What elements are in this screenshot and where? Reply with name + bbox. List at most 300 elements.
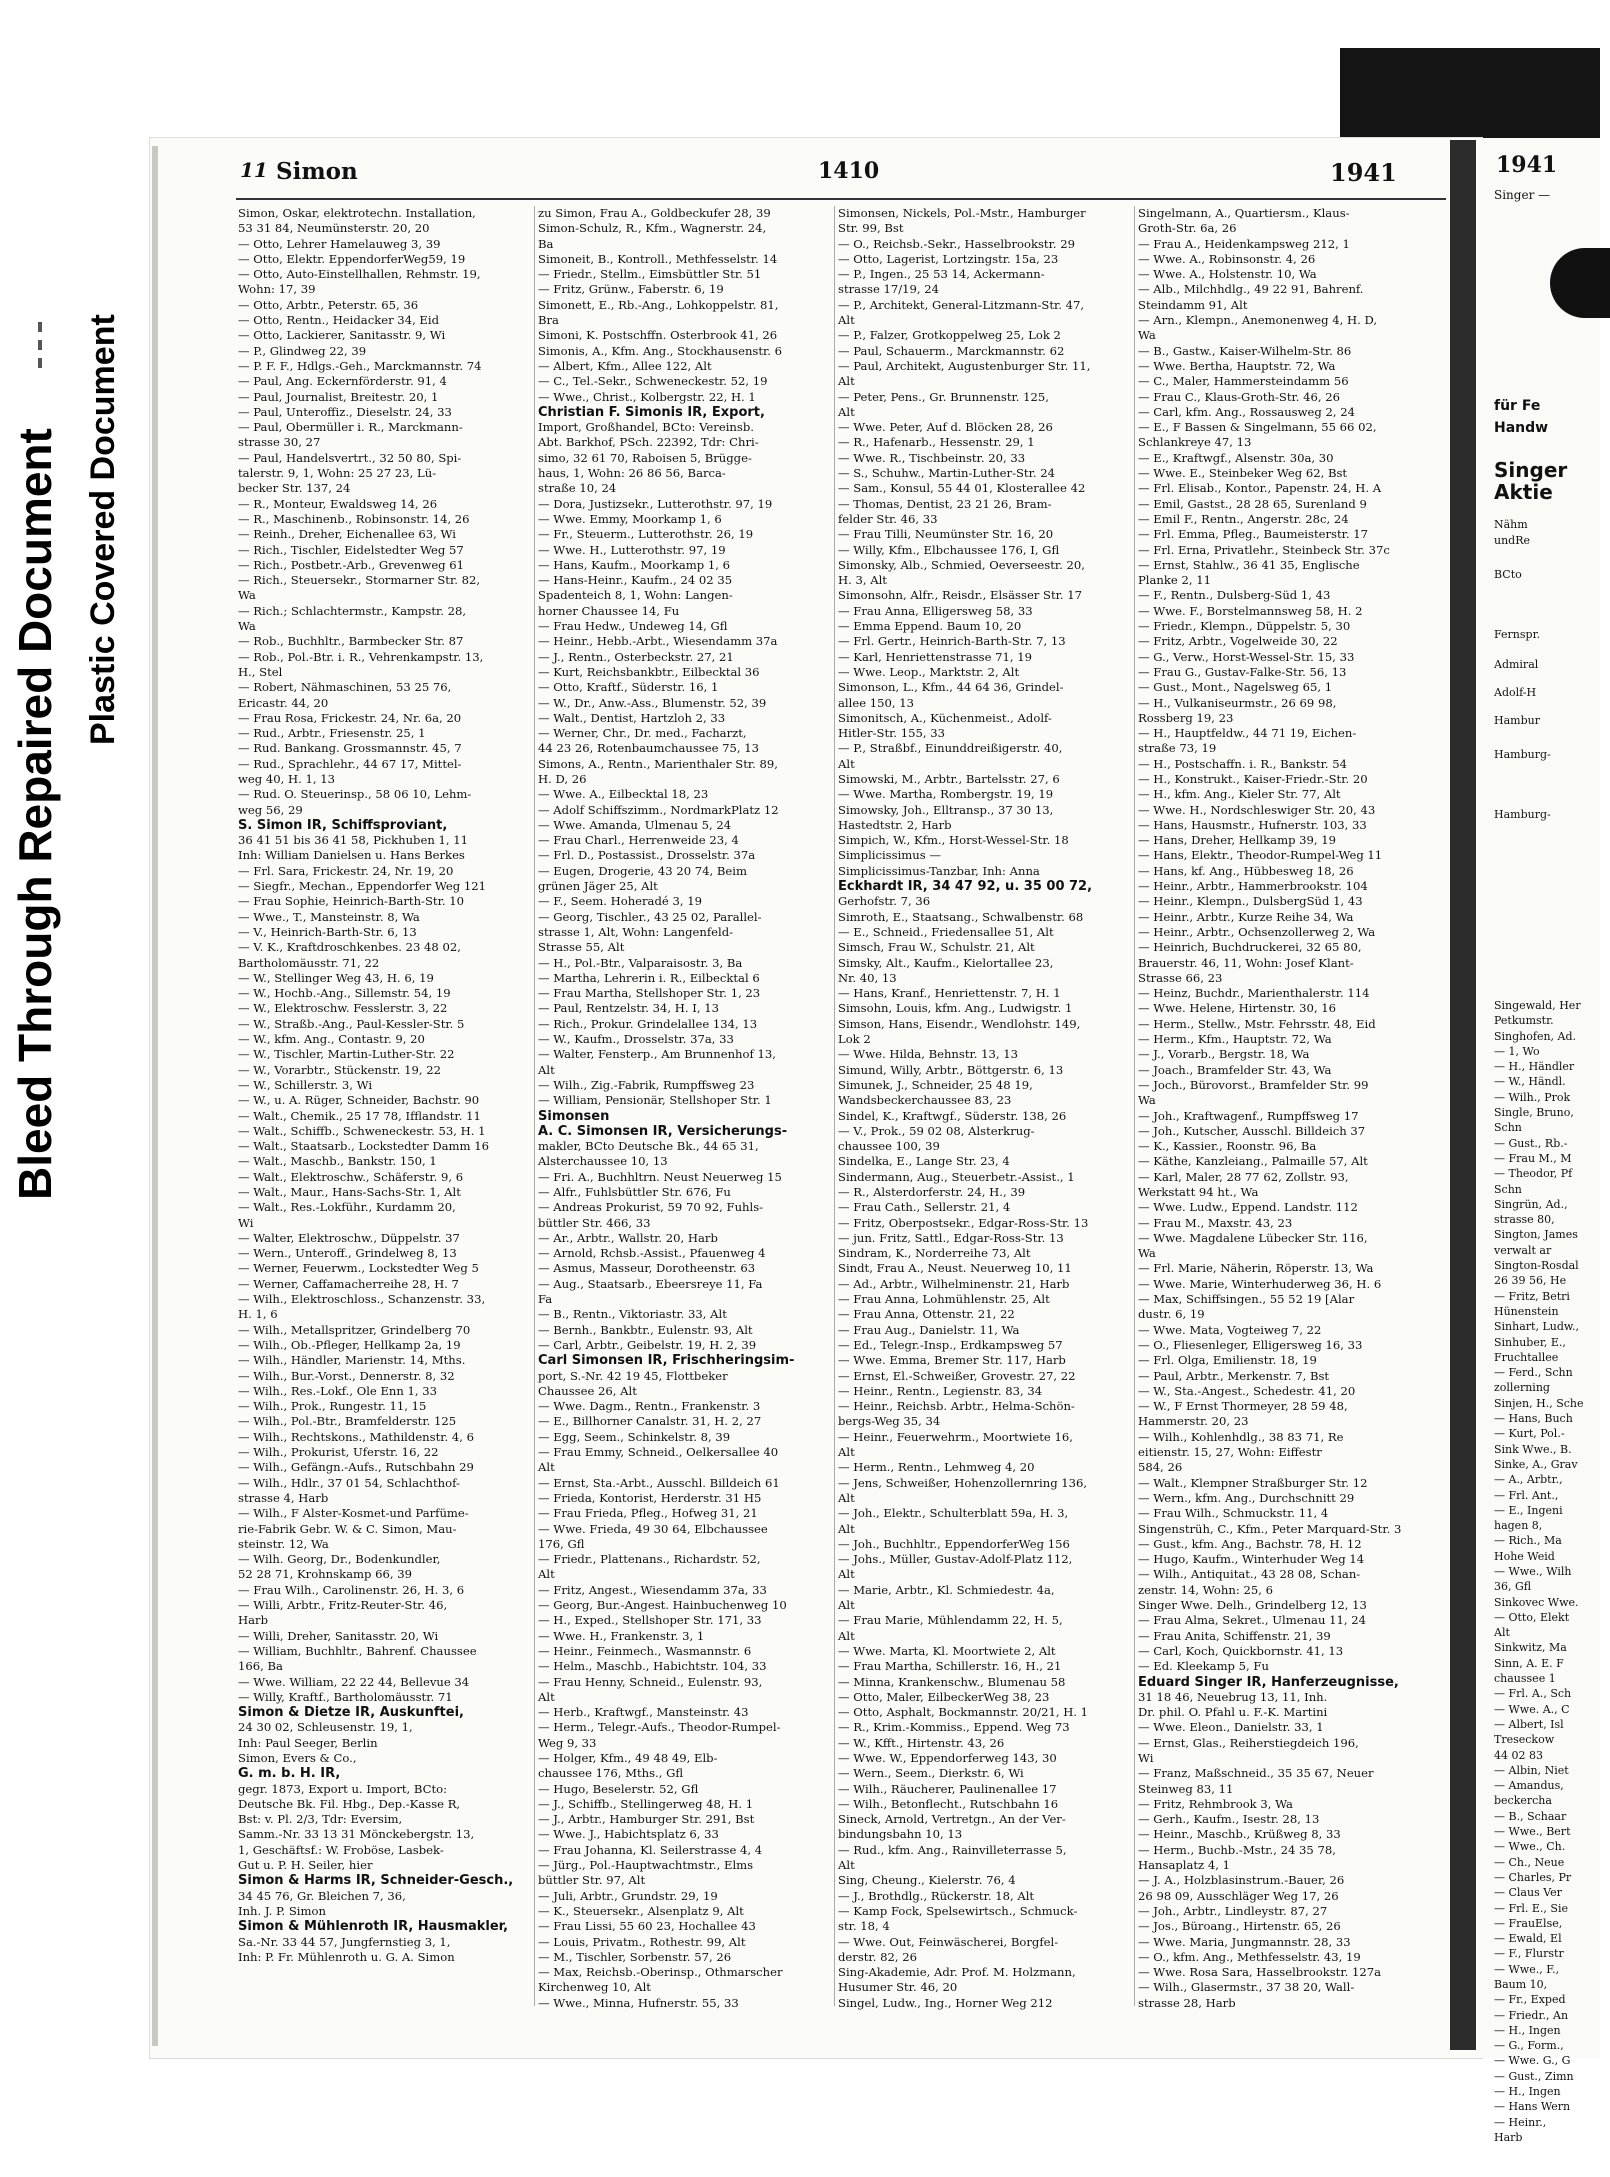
directory-entry: — Frau G., Gustav-Falke-Str. 56, 13 — [1138, 664, 1347, 679]
directory-entry: — Walt., Chemik., 25 17 78, Ifflandstr. 11 — [238, 1108, 481, 1123]
facing-entry: — Gust., Rb.- — [1494, 1136, 1568, 1150]
directory-entry: Alt — [838, 1628, 855, 1643]
directory-entry: Simon & Dietze IR, Auskunftei, — [238, 1705, 464, 1721]
page-header — [240, 158, 1440, 198]
directory-entry: 26 98 09, Ausschläger Weg 17, 26 — [1138, 1888, 1339, 1903]
edge-mark — [38, 322, 42, 332]
ad-text: undRe — [1494, 534, 1531, 547]
directory-entry: — Rob., Buchhltr., Barmbecker Str. 87 — [238, 634, 464, 649]
directory-entry: — jun. Fritz, Sattl., Edgar-Ross-Str. 13 — [838, 1230, 1064, 1245]
directory-entry: — Herm., Stellw., Mstr. Fehrsstr. 48, Eid — [1138, 1016, 1376, 1031]
directory-entry: Alt — [538, 1460, 555, 1475]
directory-entry: 44 23 26, Rotenbaumchaussee 75, 13 — [538, 741, 760, 756]
directory-entry: Gut u. P. H. Seiler, hier — [238, 1858, 373, 1873]
directory-entry: Strasse 55, Alt — [538, 940, 625, 955]
directory-entry: Sa.-Nr. 33 44 57, Jungfernstieg 3, 1, — [238, 1934, 451, 1949]
directory-entry: — Fri. A., Buchhltrn. Neust Neuerweg 15 — [538, 1169, 782, 1184]
header-page-number: 1410 — [818, 158, 880, 184]
directory-entry: — Walt., Schiffb., Schweneckestr. 53, H. 1 — [238, 1123, 486, 1138]
directory-entry: H., Stel — [238, 664, 283, 679]
facing-entry: — 1, Wo — [1494, 1044, 1540, 1058]
facing-entry: Sington, James — [1494, 1228, 1578, 1242]
directory-entry: — Walt., Klempner Straßburger Str. 12 — [1138, 1475, 1368, 1490]
directory-entry: — S., Schuhw., Martin-Luther-Str. 24 — [838, 466, 1055, 481]
directory-entry: — E., Kraftwgf., Alsenstr. 30a, 30 — [1138, 450, 1334, 465]
directory-entry: — Werner, Chr., Dr. med., Facharzt, — [538, 726, 747, 741]
directory-entry: — H., Postschaffn. i. R., Bankstr. 54 — [1138, 756, 1348, 771]
directory-entry: — Wwe. A., Eilbecktal 18, 23 — [538, 787, 709, 802]
directory-entry: haus, 1, Wohn: 26 86 56, Barca- — [538, 466, 726, 481]
directory-entry: — Wwe., T., Mansteinstr. 8, Wa — [238, 909, 420, 924]
directory-entry: — Wwe. Martha, Rombergstr. 19, 19 — [838, 787, 1054, 802]
facing-entry: — FrauElse, — [1494, 1916, 1563, 1930]
facing-entry: Fruchtallee — [1494, 1350, 1559, 1364]
directory-entry: Wa — [1138, 1093, 1156, 1108]
directory-entry: — M., Tischler, Sorbenstr. 57, 26 — [538, 1949, 732, 1964]
directory-entry: — E., Schneid., Friedensallee 51, Alt — [838, 924, 1054, 939]
directory-entry: — Carl, Arbtr., Geibelstr. 19, H. 2, 39 — [538, 1337, 757, 1352]
directory-entry: — Paul, Obermüller i. R., Marckmann- — [238, 420, 463, 435]
directory-entry: — Wilh., Res.-Lokf., Ole Enn 1, 33 — [238, 1383, 438, 1398]
directory-entry: — Paul, Journalist, Breitestr. 20, 1 — [238, 389, 439, 404]
directory-entry: Sing-Akademie, Adr. Prof. M. Holzmann, — [838, 1965, 1076, 1980]
directory-entry: — Frau Anna, Lohmühlenstr. 25, Alt — [838, 1292, 1050, 1307]
facing-entry: Schn — [1494, 1121, 1522, 1135]
directory-entry: — Wilh., Händler, Marienstr. 14, Mths. — [238, 1353, 466, 1368]
directory-entry: Fa — [538, 1292, 553, 1307]
directory-entry: Import, Großhandel, BCto: Vereinsb. — [538, 420, 754, 435]
directory-entry: — Friedr., Stellm., Eimsbüttler Str. 51 — [538, 267, 762, 282]
directory-entry: — Arnold, Rchsb.-Assist., Pfauenweg 4 — [538, 1246, 766, 1261]
directory-entry: Alt — [838, 1567, 855, 1582]
directory-entry: — Wilh. Georg, Dr., Bodenkundler, — [238, 1552, 441, 1567]
facing-page — [1480, 138, 1600, 2144]
directory-entry: — W., Elektroschw. Fesslerstr. 3, 22 — [238, 1001, 448, 1016]
facing-entry: chaussee 1 — [1494, 1672, 1556, 1686]
directory-entry: — Heinrich, Buchdruckerei, 32 65 80, — [1138, 940, 1362, 955]
ad-text: Aktie — [1494, 480, 1553, 504]
facing-entry: Sinkovec Wwe. — [1494, 1595, 1579, 1609]
directory-entry: — Hans-Heinr., Kaufm., 24 02 35 — [538, 573, 733, 588]
directory-entry: — Wilh., Prok., Rungestr. 11, 15 — [238, 1399, 427, 1414]
directory-entry: — Wern., kfm. Ang., Durchschnitt 29 — [1138, 1490, 1355, 1505]
directory-entry: — Wilh., Kohlenhdlg., 38 83 71, Re — [1138, 1429, 1344, 1444]
directory-entry: derstr. 82, 26 — [838, 1949, 917, 1964]
facing-entry: — Kurt, Pol.- — [1494, 1427, 1565, 1441]
directory-entry: — Carl, Koch, Quickbornstr. 41, 13 — [1138, 1643, 1344, 1658]
directory-entry: — Willi, Arbtr., Fritz-Reuter-Str. 46, — [238, 1598, 448, 1613]
facing-entry: — E., Ingeni — [1494, 1503, 1563, 1517]
bleed-through-label: Bleed Through Repaired Document — [9, 428, 61, 1200]
directory-entry: simo, 32 61 70, Raboisen 5, Brügge- — [538, 450, 752, 465]
directory-entry: — Wilh., Räucherer, Paulinenallee 17 — [838, 1781, 1057, 1796]
directory-entry: — Frl. Gertr., Heinrich-Barth-Str. 7, 13 — [838, 634, 1066, 649]
directory-entry: — Holger, Kfm., 49 48 49, Elb- — [538, 1750, 718, 1765]
directory-entry: Simons, A., Rentn., Marienthaler Str. 89, — [538, 756, 778, 771]
facing-entry: — Albin, Niet — [1494, 1763, 1569, 1777]
directory-entry: — Bernh., Bankbtr., Eulenstr. 93, Alt — [538, 1322, 753, 1337]
directory-entry: — Siegfr., Mechan., Eppendorfer Weg 121 — [238, 879, 486, 894]
directory-entry: — O., Reichsb.-Sekr., Hasselbrookstr. 29 — [838, 236, 1075, 251]
directory-entry: Simonis, A., Kfm. Ang., Stockhausenstr. 6 — [538, 343, 783, 358]
directory-entry: — W., Straßb.-Ang., Paul-Kessler-Str. 5 — [238, 1016, 465, 1031]
directory-entry: weg 40, H. 1, 13 — [238, 771, 335, 786]
directory-entry: — R., Hafenarb., Hessenstr. 29, 1 — [838, 435, 1035, 450]
directory-entry: — W., u. A. Rüger, Schneider, Bachstr. 90 — [238, 1093, 480, 1108]
directory-entry: — Gerh., Kaufm., Isestr. 28, 13 — [1138, 1812, 1320, 1827]
directory-entry: — Frau Sophie, Heinrich-Barth-Str. 10 — [238, 894, 464, 909]
directory-entry: Alt — [838, 313, 855, 328]
directory-entry: — Louis, Privatm., Rothestr. 99, Alt — [538, 1934, 746, 1949]
directory-entry: — Paul, Ang. Eckernförderstr. 91, 4 — [238, 374, 447, 389]
directory-entry: H. 3, Alt — [838, 573, 887, 588]
directory-entry: — Karl, Henriettenstrasse 71, 19 — [838, 649, 1033, 664]
directory-entry: Bst: v. Pl. 2/3, Tdr: Eversim, — [238, 1812, 403, 1827]
column-3 — [838, 206, 1128, 2056]
directory-entry: — Wwe. J., Habichtsplatz 6, 33 — [538, 1827, 719, 1842]
facing-entry: 26 39 56, He — [1494, 1274, 1567, 1288]
directory-entry: — J., Brothdlg., Rückerstr. 18, Alt — [838, 1888, 1035, 1903]
directory-entry: 24 30 02, Schleusenstr. 19, 1, — [238, 1720, 413, 1735]
directory-entry: — Fritz, Oberpostsekr., Edgar-Ross-Str. 13 — [838, 1215, 1089, 1230]
directory-entry: strasse 30, 27 — [238, 435, 321, 450]
directory-entry: — W., kfm. Ang., Contastr. 9, 20 — [238, 1032, 425, 1047]
directory-entry: — J. A., Holzblasinstrum.-Bauer, 26 — [1138, 1873, 1345, 1888]
directory-entry: Simon & Mühlenroth IR, Hausmakler, — [238, 1919, 509, 1935]
directory-entry: Lok 2 — [838, 1032, 871, 1047]
directory-entry: Alt — [838, 1490, 855, 1505]
directory-entry: Brauerstr. 46, 11, Wohn: Josef Klant- — [1138, 955, 1354, 970]
facing-entry: — H., Ingen — [1494, 2085, 1561, 2099]
directory-entry: — W., Kaufm., Drosselstr. 37a, 33 — [538, 1032, 734, 1047]
directory-entry: Bra — [538, 313, 559, 328]
directory-entry: — Paul, Schauerm., Marckmannstr. 62 — [838, 343, 1065, 358]
facing-entry: Sinn, A. E. F — [1494, 1656, 1564, 1670]
directory-entry: Wandsbeckerchaussee 83, 23 — [838, 1093, 1012, 1108]
directory-entry: Planke 2, 11 — [1138, 573, 1211, 588]
facing-entry: Singrün, Ad., — [1494, 1197, 1568, 1211]
directory-entry: 176, Gfl — [538, 1536, 585, 1551]
directory-entry: Simon, Evers & Co., — [238, 1750, 357, 1765]
directory-entry: — Wilh., Rechtskons., Mathildenstr. 4, 6 — [238, 1429, 475, 1444]
directory-entry: — Rud., kfm. Ang., Rainvilleterrasse 5, — [838, 1842, 1067, 1857]
directory-entry: — P. F. F., Hdlgs.-Geh., Marckmannstr. 74 — [238, 358, 482, 373]
directory-entry: — Frl. Erna, Privatlehr., Steinbeck Str. 37c — [1138, 542, 1390, 557]
directory-entry: — W., Sta.-Angest., Schedestr. 41, 20 — [1138, 1383, 1356, 1398]
facing-entry: — Amandus, — [1494, 1779, 1564, 1793]
directory-entry: — Frau Lissi, 55 60 23, Hochallee 43 — [538, 1919, 756, 1934]
directory-entry: Wa — [238, 588, 256, 603]
directory-entry: — Hans, Kaufm., Moorkamp 1, 6 — [538, 557, 731, 572]
directory-entry: — Wwe. Helene, Hirtenstr. 30, 16 — [1138, 1001, 1337, 1016]
facing-page-running-name: Singer — — [1494, 188, 1551, 202]
facing-entry: Treseckow — [1494, 1733, 1555, 1747]
directory-entry: — William, Buchhltr., Bahrenf. Chaussee — [238, 1643, 477, 1658]
directory-entry: Simoni, K. Postschffn. Osterbrook 41, 26 — [538, 328, 778, 343]
directory-entry: — Frau Rosa, Frickestr. 24, Nr. 6a, 20 — [238, 710, 462, 725]
directory-entry: — Herm., Telegr.-Aufs., Theodor-Rumpel- — [538, 1720, 781, 1735]
directory-entry: — Joch., Bürovorst., Bramfelder Str. 99 — [1138, 1077, 1369, 1092]
facing-entry: Hohe Weid — [1494, 1549, 1555, 1563]
facing-entry: — Wwe. G., G — [1494, 2054, 1571, 2068]
directory-entry: — Egg, Seem., Schinkelstr. 8, 39 — [538, 1429, 731, 1444]
directory-entry: — Willy, Kraftf., Bartholomäusstr. 71 — [238, 1689, 453, 1704]
directory-entry: Simon, Oskar, elektrotechn. Installation, — [238, 206, 476, 220]
directory-entry: — Walt., Res.-Lokführ., Kurdamm 20, — [238, 1200, 456, 1215]
directory-entry: — Heinr., Feinmech., Wasmannstr. 6 — [538, 1643, 752, 1658]
directory-entry: — Heinr., Arbtr., Kurze Reihe 34, Wa — [1138, 909, 1354, 924]
directory-entry: H. D, 26 — [538, 771, 587, 786]
directory-entry: dustr. 6, 19 — [1138, 1307, 1205, 1322]
directory-entry: — J., Rentn., Osterbeckstr. 27, 21 — [538, 649, 734, 664]
directory-entry: — P., Ingen., 25 53 14, Ackermann- — [838, 267, 1045, 282]
directory-entry: — Rich., Steuersekr., Stormarner Str. 82, — [238, 573, 481, 588]
facing-entry: — B., Schaar — [1494, 1809, 1567, 1823]
directory-entry: strasse 17/19, 24 — [838, 282, 940, 297]
column-2 — [538, 206, 828, 2056]
directory-entry: — Reinh., Dreher, Eichenallee 63, Wi — [238, 527, 456, 542]
directory-entry: — W., Hochb.-Ang., Sillemstr. 54, 19 — [238, 986, 451, 1001]
directory-entry: — Frl. D., Postassist., Drosselstr. 37a — [538, 848, 756, 863]
column-separator — [1134, 206, 1135, 2006]
directory-entry: — Frau Henny, Schneid., Eulenstr. 93, — [538, 1674, 763, 1689]
facing-entry: — H., Händler — [1494, 1060, 1575, 1074]
directory-entry: — Wwe. A., Holstenstr. 10, Wa — [1138, 267, 1317, 282]
directory-entry: — Wwe. W., Eppendorferweg 143, 30 — [838, 1750, 1057, 1765]
directory-entry: — E., F Bassen & Singelmann, 55 66 02, — [1138, 420, 1377, 435]
directory-entry: Simonson, L., Kfm., 44 64 36, Grindel- — [838, 680, 1064, 695]
directory-entry: Sineck, Arnold, Vertretgn., An der Ver- — [838, 1812, 1066, 1827]
directory-entry: Singer Wwe. Delh., Grindelberg 12, 13 — [1138, 1598, 1367, 1613]
directory-entry: — Fritz, Grünw., Faberstr. 6, 19 — [538, 282, 724, 297]
directory-entry: — Frl. Elisab., Kontor., Papenstr. 24, H. A — [1138, 481, 1382, 496]
directory-entry: — Friedr., Plattenans., Richardstr. 52, — [538, 1552, 761, 1567]
facing-entry: Sinke, A., Grav — [1494, 1457, 1578, 1471]
directory-entry: — Max, Reichsb.-Oberinsp., Othmarscher — [538, 1965, 783, 1980]
directory-entry: Sindt, Frau A., Neust. Neuerweg 10, 11 — [838, 1261, 1072, 1276]
directory-entry: — Joh., Arbtr., Lindleystr. 87, 27 — [1138, 1903, 1328, 1918]
directory-entry: — Wwe. William, 22 22 44, Bellevue 34 — [238, 1674, 470, 1689]
directory-entry: Hastedtstr. 2, Harb — [838, 817, 952, 832]
directory-entry: — O., kfm. Ang., Methfesselstr. 43, 19 — [1138, 1949, 1361, 1964]
directory-entry: — Frau Johanna, Kl. Seilerstrasse 4, 4 — [538, 1842, 763, 1857]
facing-entry: — Rich., Ma — [1494, 1534, 1562, 1548]
directory-entry: 52 28 71, Krohnskamp 66, 39 — [238, 1567, 412, 1582]
facing-entry: Sinjen, H., Sche — [1494, 1396, 1584, 1410]
directory-entry: Singel, Ludw., Ing., Horner Weg 212 — [838, 1995, 1053, 2010]
directory-entry: — Johs., Müller, Gustav-Adolf-Platz 112, — [838, 1552, 1073, 1567]
directory-entry: — Juli, Arbtr., Grundstr. 29, 19 — [538, 1888, 718, 1903]
directory-entry: — Rud., Sprachlehr., 44 67 17, Mittel- — [238, 756, 462, 771]
directory-entry: Simplicissimus-Tanzbar, Inh: Anna — [838, 863, 1040, 878]
facing-entry: — Wilh., Prok — [1494, 1090, 1571, 1104]
directory-entry: — Werner, Caffamacherreihe 28, H. 7 — [238, 1276, 459, 1291]
directory-entry: Simpich, W., Kfm., Horst-Wessel-Str. 18 — [838, 833, 1069, 848]
directory-entry: — Otto, Asphalt, Bockmannstr. 20/21, H. 1 — [838, 1705, 1089, 1720]
directory-entry: — Martha, Lehrerin i. R., Eilbecktal 6 — [538, 970, 760, 985]
directory-entry: — Frau Tilli, Neumünster Str. 16, 20 — [838, 527, 1054, 542]
directory-entry: S. Simon IR, Schiffsproviant, — [238, 817, 448, 833]
directory-entry: — Hugo, Beselerstr. 52, Gfl — [538, 1781, 699, 1796]
directory-entry: — Joh., Buchhltr., EppendorferWeg 156 — [838, 1536, 1070, 1551]
directory-entry: — Carl, kfm. Ang., Rossausweg 2, 24 — [1138, 404, 1356, 419]
directory-entry: Wi — [238, 1215, 254, 1230]
directory-entry: — Max, Schiffsingen., 55 52 19 [Alar — [1138, 1292, 1355, 1307]
directory-entry: Schlankreye 47, 13 — [1138, 435, 1252, 450]
directory-entry: — Wwe., Christ., Kolbergstr. 22, H. 1 — [538, 389, 756, 404]
directory-entry: Sindermann, Aug., Steuerbetr.-Assist., 1 — [838, 1169, 1075, 1184]
directory-entry: — Walt., Maschb., Bankstr. 150, 1 — [238, 1154, 437, 1169]
directory-entry: Alt — [838, 404, 855, 419]
directory-entry: Simonsen — [538, 1108, 610, 1124]
facing-entry: — Wwe., Bert — [1494, 1825, 1571, 1839]
directory-entry: — B., Gastw., Kaiser-Wilhelm-Str. 86 — [1138, 343, 1352, 358]
directory-entry: — Frieda, Kontorist, Herderstr. 31 H5 — [538, 1490, 762, 1505]
directory-entry: — W., F Ernst Thormeyer, 28 59 48, — [1138, 1399, 1348, 1414]
directory-entry: Sindelka, E., Lange Str. 23, 4 — [838, 1154, 1010, 1169]
directory-entry: — Wwe. F., Borstelmannsweg 58, H. 2 — [1138, 603, 1363, 618]
directory-entry: — Frl. Sara, Frickestr. 24, Nr. 19, 20 — [238, 863, 454, 878]
column-4 — [1138, 206, 1428, 2056]
directory-entry: — Joach., Bramfelder Str. 43, Wa — [1138, 1062, 1332, 1077]
directory-entry: — Thomas, Dentist, 23 21 26, Bram- — [838, 496, 1052, 511]
directory-entry: — Wilh., Antiquitat., 43 28 08, Schan- — [1138, 1567, 1361, 1582]
edge-mark — [38, 358, 42, 368]
directory-entry: — Paul, Handelsvertrt., 32 50 80, Spi- — [238, 450, 462, 465]
directory-entry: — Georg, Bur.-Angest. Hainbuchenweg 10 — [538, 1598, 787, 1613]
column-separator — [534, 206, 535, 2006]
directory-entry: zenstr. 14, Wohn: 25, 6 — [1138, 1582, 1273, 1597]
column-1 — [238, 206, 528, 2056]
directory-entry: bergs-Weg 35, 34 — [838, 1414, 941, 1429]
directory-entry: makler, BCto Deutsche Bk., 44 65 31, — [538, 1139, 759, 1154]
directory-entry: — Wwe. Mata, Vogteiweg 7, 22 — [1138, 1322, 1322, 1337]
directory-entry: — Wwe. A., Robinsonstr. 4, 26 — [1138, 251, 1316, 266]
directory-entry: — Walt., Maur., Hans-Sachs-Str. 1, Alt — [238, 1185, 461, 1199]
directory-entry: allee 150, 13 — [838, 695, 914, 710]
directory-entry: — Wilh., Bur.-Vorst., Dennerstr. 8, 32 — [238, 1368, 455, 1383]
directory-entry: — Wwe. Ludw., Eppend. Landstr. 112 — [1138, 1200, 1358, 1215]
directory-entry: — H., Vulkaniseurmstr., 26 69 98, — [1138, 695, 1337, 710]
directory-entry: chaussee 100, 39 — [838, 1139, 940, 1154]
directory-entry: — Asmus, Masseur, Dorotheenstr. 63 — [538, 1261, 756, 1276]
facing-entry: — H., Ingen — [1494, 2023, 1561, 2037]
directory-entry: — V., Prok., 59 02 08, Alsterkrug- — [838, 1123, 1035, 1138]
directory-entry: Rossberg 19, 23 — [1138, 710, 1234, 725]
directory-entry: Christian F. Simonis IR, Export, — [538, 404, 765, 420]
directory-entry: Simsohn, Louis, kfm. Ang., Ludwigstr. 1 — [838, 1001, 1073, 1016]
facing-entry: — Frau M., M — [1494, 1151, 1572, 1165]
directory-entry: 584, 26 — [1138, 1460, 1183, 1475]
facing-entry: Alt — [1494, 1626, 1510, 1640]
facing-entry: Harb — [1494, 2130, 1523, 2144]
directory-entry: — Fritz, Rehmbrook 3, Wa — [1138, 1796, 1293, 1811]
directory-entry: Simonitsch, A., Küchenmeist., Adolf- — [838, 710, 1052, 725]
singer-advertisement — [1494, 208, 1600, 988]
facing-entry: 36, Gfl — [1494, 1580, 1532, 1594]
directory-entry: — Wilh., Elektroschloss., Schanzenstr. 33, — [238, 1292, 486, 1307]
ad-text: BCto — [1494, 568, 1522, 581]
directory-entry: — Wwe. Emma, Bremer Str. 117, Harb — [838, 1353, 1066, 1368]
directory-entry: Steindamm 91, Alt — [1138, 297, 1248, 312]
directory-entry: — Peter, Pens., Gr. Brunnenstr. 125, — [838, 389, 1049, 404]
directory-entry: — Rob., Pol.-Btr. i. R., Vehrenkampstr. 13, — [238, 649, 484, 664]
directory-entry: — Frau Wilh., Carolinenstr. 26, H. 3, 6 — [238, 1582, 465, 1597]
directory-entry: Alsterchaussee 10, 13 — [538, 1154, 668, 1169]
directory-entry: Sing, Cheung., Kielerstr. 76, 4 — [838, 1873, 1016, 1888]
directory-entry: — Walt., Elektroschw., Schäferstr. 9, 6 — [238, 1169, 464, 1184]
directory-entry: — Frau Marie, Mühlendamm 22, H. 5, — [838, 1613, 1063, 1628]
directory-entry: — B., Rentn., Viktoriastr. 33, Alt — [538, 1307, 727, 1322]
directory-entry: — Werner, Feuerwm., Lockstedter Weg 5 — [238, 1261, 479, 1276]
directory-entry: — Wwe. Marie, Winterhuderweg 36, H. 6 — [1138, 1276, 1382, 1291]
directory-entry: Simplicissimus — — [838, 848, 941, 863]
directory-entry: — Ernst, Sta.-Arbt., Ausschl. Billdeich 61 — [538, 1475, 780, 1490]
directory-entry: bindungsbahn 10, 13 — [838, 1827, 963, 1842]
directory-entry: — W., Kfft., Hirtenstr. 43, 26 — [838, 1735, 1005, 1750]
directory-entry: — Kurt, Reichsbankbtr., Eilbecktal 36 — [538, 664, 760, 679]
facing-entry: — Frl. Ant., — [1494, 1488, 1559, 1502]
ad-text: für Fe — [1494, 398, 1541, 414]
directory-entry: Simonsohn, Alfr., Reisdr., Elsässer Str. 17 — [838, 588, 1083, 603]
directory-entry: — Frau Anna, Ottenstr. 21, 22 — [838, 1307, 1015, 1322]
directory-entry: Simsky, Alt., Kaufm., Kielortallee 23, — [838, 955, 1054, 970]
directory-entry: Hansaplatz 4, 1 — [1138, 1858, 1230, 1873]
directory-entry: — Rich.; Schlachtermstr., Kampstr. 28, — [238, 603, 467, 618]
directory-entry: — Frau Wilh., Schmuckstr. 11, 4 — [1138, 1506, 1329, 1521]
directory-entry: eitienstr. 15, 27, Wohn: Eiffestr — [1138, 1445, 1322, 1460]
directory-entry: felder Str. 46, 33 — [838, 511, 938, 526]
directory-entry: — Wwe. Bertha, Hauptstr. 72, Wa — [1138, 358, 1336, 373]
directory-entry: — Hans, Dreher, Hellkamp 39, 19 — [1138, 833, 1337, 848]
ad-text: Hambur — [1494, 714, 1540, 727]
facing-entry: — Ferd., Schn — [1494, 1366, 1573, 1380]
directory-entry: — Hans, kf. Ang., Hübbesweg 18, 26 — [1138, 863, 1354, 878]
directory-entry: — Ernst, Glas., Reiherstiegdeich 196, — [1138, 1735, 1359, 1750]
directory-entry: — Otto, Arbtr., Peterstr. 65, 36 — [238, 297, 419, 312]
directory-entry: — Heinr., Hebb.-Arbt., Wiesendamm 37a — [538, 634, 778, 649]
directory-entry: — Herm., Rentn., Lehmweg 4, 20 — [838, 1460, 1035, 1475]
directory-entry: — Frau Alma, Sekret., Ulmenau 11, 24 — [1138, 1613, 1366, 1628]
directory-entry: — Wwe., Minna, Hufnerstr. 55, 33 — [538, 1995, 739, 2010]
directory-entry: — W., Dr., Anw.-Ass., Blumenstr. 52, 39 — [538, 695, 767, 710]
directory-entry: — R., Monteur, Ewaldsweg 14, 26 — [238, 496, 438, 511]
directory-entry: Strasse 66, 23 — [1138, 970, 1223, 985]
directory-entry: — Wwe. Maria, Jungmannstr. 28, 33 — [1138, 1934, 1351, 1949]
facing-entry: Sinhuber, E., — [1494, 1335, 1566, 1349]
directory-entry: Alt — [838, 374, 855, 389]
facing-entry: Singewald, Her — [1494, 999, 1581, 1012]
facing-entry: Sinkwitz, Ma — [1494, 1641, 1567, 1655]
directory-entry: — Fritz, Arbtr., Vogelweide 30, 22 — [1138, 634, 1338, 649]
directory-entry: — Heinr., Arbtr., Hammerbrookstr. 104 — [1138, 879, 1368, 894]
directory-entry: — W., Tischler, Martin-Luther-Str. 22 — [238, 1047, 455, 1062]
directory-entry: — Wwe. H., Lutterothstr. 97, 19 — [538, 542, 726, 557]
directory-entry: Hammerstr. 20, 23 — [1138, 1414, 1249, 1429]
facing-entry: — Theodor, Pf — [1494, 1167, 1573, 1181]
directory-entry: — Wwe. H., Frankenstr. 3, 1 — [538, 1628, 705, 1643]
directory-entry: Harb — [238, 1613, 268, 1628]
directory-entry: — Herm., Buchb.-Mstr., 24 35 78, — [1138, 1842, 1336, 1857]
directory-entry: — Wern., Seem., Dierkstr. 6, Wi — [838, 1766, 1024, 1781]
directory-entry: — Fr., Steuerm., Lutterothstr. 26, 19 — [538, 527, 754, 542]
directory-entry: — H., Hauptfeldw., 44 71 19, Eichen- — [1138, 726, 1357, 741]
directory-entry: — Joh., Kraftwagenf., Rumpffsweg 17 — [1138, 1108, 1359, 1123]
directory-entry: Ericastr. 44, 20 — [238, 695, 329, 710]
directory-entry: — Emil, Gastst., 28 28 65, Surenland 9 — [1138, 496, 1367, 511]
directory-entry: — Wwe. Frieda, 49 30 64, Elbchaussee — [538, 1521, 768, 1536]
directory-entry: — R., Maschinenb., Robinsonstr. 14, 26 — [238, 511, 470, 526]
